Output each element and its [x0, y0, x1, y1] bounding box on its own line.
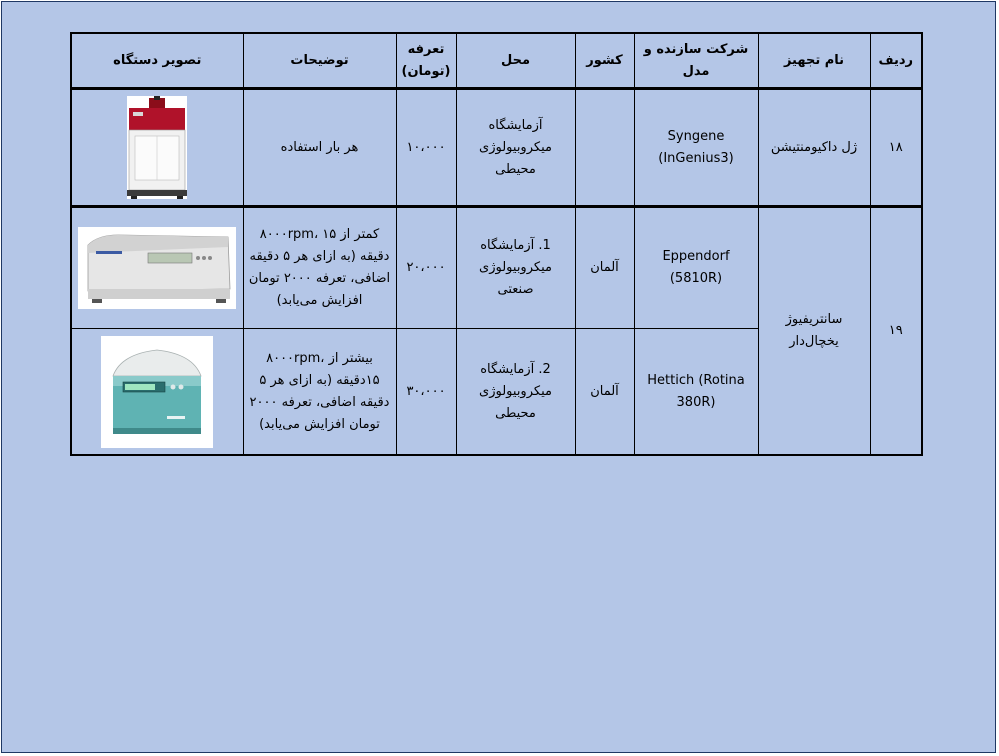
country [575, 89, 634, 207]
device-image-cell [71, 329, 243, 456]
header-country: کشور [575, 33, 634, 89]
location: آزمایشگاه میکروبیولوژی محیطی [456, 89, 575, 207]
table-row [71, 207, 922, 329]
header-row-no: ردیف [870, 33, 922, 89]
description: بیشتر از ۸۰۰۰rpm، ۱۵دقیقه (به ازای هر ۵ دقیقه اضافی، تعرفه ۲۰۰۰ تومان افزایش می‌یابد) [243, 329, 396, 456]
device-image-cell [71, 89, 243, 207]
eppendorf-centrifuge-image [78, 227, 236, 309]
manufacturer-model: Syngene (InGenius3) [634, 89, 758, 207]
document-page [1, 1, 996, 753]
header-location: محل [456, 33, 575, 89]
hettich-centrifuge-image [101, 336, 213, 448]
description: کمتر از ۸۰۰۰rpm، ۱۵ دقیقه (به ازای هر ۵ دقیقه اضافی، تعرفه ۲۰۰۰ تومان افزایش می‌یابد) [243, 207, 396, 329]
row-number: ۱۹ [870, 207, 922, 456]
location: 1. آزمایشگاه میکروبیولوژی صنعتی [456, 207, 575, 329]
header-device-image: تصویر دستگاه [71, 33, 243, 89]
tariff: ۳۰،۰۰۰ [396, 329, 456, 456]
equipment-name: سانتریفیوژ یخچال‌دار [758, 207, 870, 456]
country: آلمان [575, 329, 634, 456]
country: آلمان [575, 207, 634, 329]
header-tariff: تعرفه (تومان) [396, 33, 456, 89]
device-image-cell [71, 207, 243, 329]
gel-documentation-system-image [127, 96, 187, 199]
header-equipment-name: نام تجهیز [758, 33, 870, 89]
manufacturer-model: Hettich (Rotina 380R) [634, 329, 758, 456]
description: هر بار استفاده [243, 89, 396, 207]
manufacturer-model: Eppendorf (5810R) [634, 207, 758, 329]
header-row [71, 33, 922, 89]
tariff: ۲۰،۰۰۰ [396, 207, 456, 329]
location: 2. آزمایشگاه میکروبیولوژی محیطی [456, 329, 575, 456]
row-number: ۱۸ [870, 89, 922, 207]
header-manufacturer-model: شرکت سازنده و مدل [634, 33, 758, 89]
table-row [71, 89, 922, 207]
header-description: توضیحات [243, 33, 396, 89]
tariff: ۱۰،۰۰۰ [396, 89, 456, 207]
equipment-name: ژل داکیومنتیشن [758, 89, 870, 207]
equipment-table [70, 32, 923, 456]
